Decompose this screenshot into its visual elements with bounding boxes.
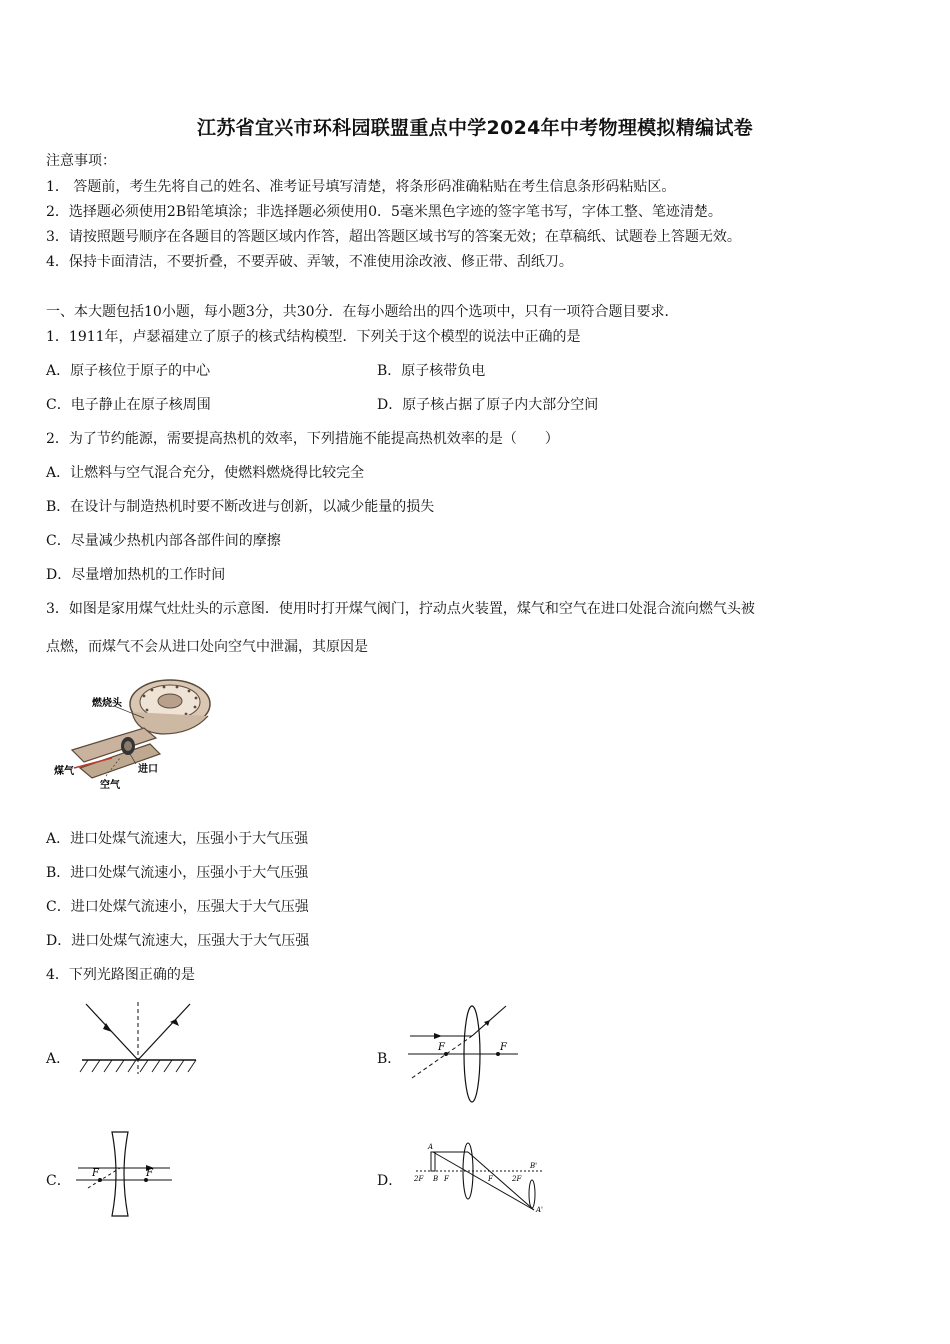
burner-center — [158, 694, 182, 708]
label-f-right: F — [488, 1175, 493, 1183]
section-heading: 一、本大题包括10小题，每小题3分，共30分．在每小题给出的四个选项中，只有一项符合题目要求． — [46, 304, 679, 320]
reflected-ray — [138, 1004, 190, 1060]
concave-lens-diagram — [74, 1128, 174, 1220]
label-a-prime: A' — [536, 1206, 543, 1214]
label-f-left: F — [444, 1175, 449, 1183]
convex-lens-diagram — [404, 1002, 522, 1106]
q3-option-c: C．进口处煤气流速小，压强大于大气压强 — [46, 899, 309, 915]
q2-option-d: D．尽量增加热机的工作时间 — [46, 567, 226, 583]
q1-option-b: B．原子核带负电 — [377, 363, 486, 379]
q4-option-c-label: C． — [46, 1173, 71, 1189]
page-title: 江苏省宜兴市环科园联盟重点中学2024年中考物理模拟精编试卷 — [197, 117, 753, 139]
q4-option-d-label: D． — [377, 1173, 403, 1189]
q2-option-a: A．让燃料与空气混合充分，使燃料燃烧得比较完全 — [46, 465, 365, 481]
reflection-diagram — [76, 998, 200, 1078]
q4-stem: 4．下列光路图正确的是 — [46, 967, 195, 983]
q2-stem: 2．为了节约能源，需要提高热机的效率，下列措施不能提高热机效率的是（ ） — [46, 431, 559, 447]
q3-option-a: A．进口处煤气流速大，压强小于大气压强 — [46, 831, 309, 847]
notice-item-4: 4．保持卡面清洁，不要折叠，不要弄破、弄皱，不准使用涂改液、修正带、刮纸刀。 — [46, 254, 573, 270]
q1-option-d: D．原子核占据了原子内大部分空间 — [377, 397, 599, 413]
q1-stem: 1．1911年，卢瑟福建立了原子的核式结构模型．下列关于这个模型的说法中正确的是 — [46, 329, 581, 345]
label-a: A — [428, 1143, 434, 1151]
label-b: B — [433, 1175, 439, 1183]
concave-lens — [112, 1132, 128, 1216]
label-2f-right: 2F — [512, 1175, 522, 1183]
focus-left: F — [438, 1042, 445, 1053]
q3-stem-line1: 3．如图是家用煤气灶灶头的示意图．使用时打开煤气阀门，拧动点火装置，煤气和空气在进口处混合流向燃气头被 — [46, 601, 755, 617]
q4-option-b-label: B． — [377, 1051, 402, 1067]
label-air: 空气 — [100, 780, 120, 791]
focus-right: F — [146, 1168, 153, 1179]
q3-stem-line2: 点燃，而煤气不会从进口处向空气中泄漏，其原因是 — [46, 639, 368, 655]
notice-item-3: 3．请按照题号顺序在各题目的答题区域内作答，超出答题区域书写的答案无效；在草稿纸、试题卷上答题无效。 — [46, 229, 741, 245]
notice-item-1: 1． 答题前，考生先将自己的姓名、准考证号填写清楚，将条形码准确粘贴在考生信息条形码粘贴区。 — [46, 179, 676, 195]
q3-option-b: B．进口处煤气流速小，压强小于大气压强 — [46, 865, 309, 881]
notice-heading: 注意事项： — [46, 153, 116, 169]
label-inlet: 进口 — [138, 764, 158, 775]
q2-option-b: B．在设计与制造热机时要不断改进与创新，以减少能量的损失 — [46, 499, 435, 515]
q3-option-d: D．进口处煤气流速大，压强大于大气压强 — [46, 933, 310, 949]
imaging-diagram — [412, 1138, 548, 1218]
q1-option-a: A．原子核位于原子的中心 — [46, 363, 211, 379]
q4-option-a-label: A． — [46, 1051, 71, 1067]
q2-option-c: C．尽量减少热机内部各部件间的摩擦 — [46, 533, 281, 549]
label-burner: 燃烧头 — [92, 698, 122, 709]
focus-right: F — [500, 1042, 507, 1053]
focus-left: F — [92, 1168, 99, 1179]
q1-option-c: C．电子静止在原子核周围 — [46, 397, 211, 413]
object-arrow — [431, 1152, 435, 1171]
gas-burner-figure — [52, 672, 222, 794]
label-b-prime: B' — [530, 1162, 538, 1170]
image-arrow — [529, 1180, 535, 1208]
label-gas: 煤气 — [54, 766, 74, 777]
notice-item-2: 2．选择题必须使用2B铅笔填涂；非选择题必须使用0．5毫米黑色字迹的签字笔书写，字体工整、笔迹清楚。 — [46, 204, 722, 220]
label-2f-left: 2F — [414, 1175, 424, 1183]
